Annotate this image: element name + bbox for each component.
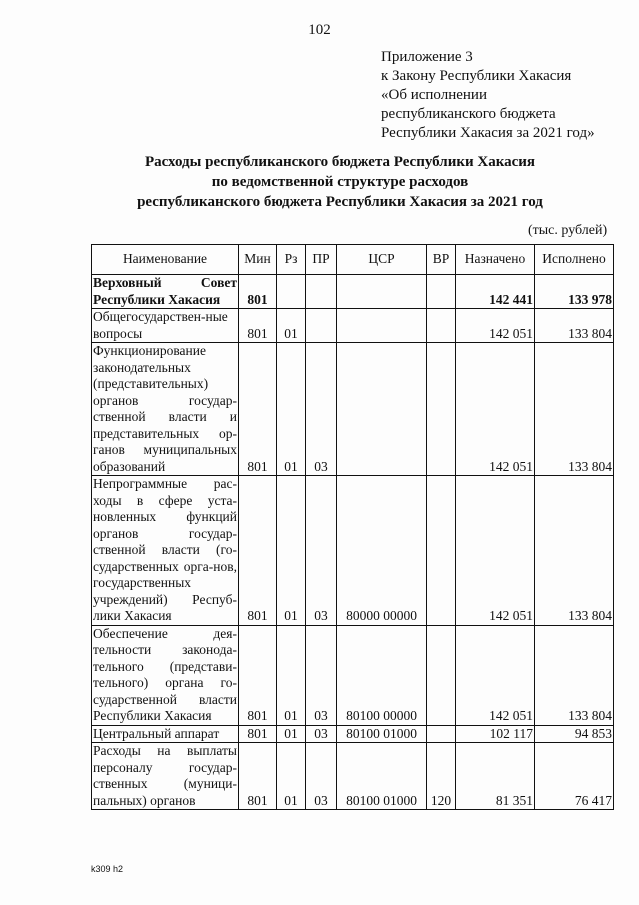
row-min: 801 — [239, 743, 277, 810]
appendix-note — [381, 48, 595, 143]
footer-code: k309 h2 — [91, 864, 124, 874]
title-line: Расходы республиканского бюджета Республики Хакасия — [144, 154, 536, 170]
row-rz: 01 — [277, 625, 306, 725]
header-min: Мин — [239, 245, 277, 275]
row-vr — [427, 275, 456, 309]
header-csr: ЦСР — [337, 245, 427, 275]
row-min: 801 — [239, 309, 277, 343]
header-name: Наименование — [92, 245, 239, 275]
row-vr — [427, 725, 456, 743]
row-vr — [427, 343, 456, 476]
appendix-line: Республики Хакасия за 2021 год» — [381, 125, 595, 141]
units-label: (тыс. рублей) — [528, 223, 608, 238]
row-executed: 133 804 — [535, 309, 614, 343]
table-row — [92, 743, 614, 810]
row-pr: 03 — [306, 625, 337, 725]
row-pr: 03 — [306, 476, 337, 626]
row-rz: 01 — [277, 476, 306, 626]
row-name: Верховный Совет Республики Хакасия — [93, 275, 237, 307]
row-rz: 01 — [277, 343, 306, 476]
row-rz: 01 — [277, 725, 306, 743]
title-line: республиканского бюджета Республики Хакасия за 2021 год — [137, 194, 543, 210]
row-min: 801 — [239, 625, 277, 725]
row-executed: 76 417 — [535, 743, 614, 810]
table-row — [92, 275, 614, 309]
appendix-line: Приложение 3 — [381, 49, 473, 65]
appendix-line: республиканского бюджета — [381, 106, 556, 122]
row-rz — [277, 275, 306, 309]
appendix-line: к Закону Республики Хакасия — [381, 68, 572, 84]
table-row — [92, 625, 614, 725]
row-assigned: 142 051 — [456, 625, 535, 725]
row-vr — [427, 625, 456, 725]
row-assigned: 142 051 — [456, 476, 535, 626]
row-name: Расходы на выплаты персоналу государ-ственных (муници-пальных) органов — [93, 743, 237, 808]
row-csr: 80100 01000 — [337, 743, 427, 810]
row-executed: 133 978 — [535, 275, 614, 309]
row-assigned: 81 351 — [456, 743, 535, 810]
table-row — [92, 309, 614, 343]
document-title — [80, 152, 600, 212]
header-row — [92, 245, 614, 275]
row-csr — [337, 275, 427, 309]
row-csr: 80100 01000 — [337, 725, 427, 743]
row-csr: 80000 00000 — [337, 476, 427, 626]
appendix-line: «Об исполнении — [381, 87, 487, 103]
row-name: Непрограммные рас-ходы в сфере уста-новленных функций органов государ-ственной власти (го-сударственных орга-нов, государственных учреждений) Респуб-лики Хакасия — [93, 476, 237, 623]
row-csr — [337, 343, 427, 476]
row-assigned: 142 051 — [456, 343, 535, 476]
row-pr: 03 — [306, 343, 337, 476]
table-row — [92, 725, 614, 743]
row-assigned: 142 051 — [456, 309, 535, 343]
row-vr — [427, 476, 456, 626]
table-row — [92, 343, 614, 476]
row-executed: 133 804 — [535, 476, 614, 626]
row-vr — [427, 309, 456, 343]
row-pr — [306, 275, 337, 309]
header-vr: ВР — [427, 245, 456, 275]
header-executed: Исполнено — [535, 245, 614, 275]
row-name: Функционирование законодательных (представительных) органов государ-ственной власти и представительных ор-ганов муниципальных образований — [93, 343, 237, 474]
header-assigned: Назначено — [456, 245, 535, 275]
row-rz: 01 — [277, 743, 306, 810]
page-number: 102 — [308, 22, 331, 38]
header-rz: Рз — [277, 245, 306, 275]
row-csr — [337, 309, 427, 343]
row-executed: 133 804 — [535, 343, 614, 476]
row-csr: 80100 00000 — [337, 625, 427, 725]
row-assigned: 142 441 — [456, 275, 535, 309]
row-name: Обеспечение дея-тельности законода-тельного (представи-тельного) органа го-сударственной власти Республики Хакасия — [93, 625, 237, 723]
row-pr: 03 — [306, 725, 337, 743]
row-executed: 94 853 — [535, 725, 614, 743]
row-min: 801 — [239, 476, 277, 626]
row-vr: 120 — [427, 743, 456, 810]
header-pr: ПР — [306, 245, 337, 275]
row-min: 801 — [239, 725, 277, 743]
row-assigned: 102 117 — [456, 725, 535, 743]
row-executed: 133 804 — [535, 625, 614, 725]
row-name: Общегосударствен-ные вопросы — [92, 309, 239, 343]
expenditure-table — [91, 244, 614, 810]
row-name: Центральный аппарат — [92, 725, 239, 743]
row-pr — [306, 309, 337, 343]
row-min: 801 — [239, 343, 277, 476]
title-line: по ведомственной структуре расходов — [211, 174, 469, 190]
row-min: 801 — [239, 275, 277, 309]
row-rz: 01 — [277, 309, 306, 343]
row-pr: 03 — [306, 743, 337, 810]
table-row — [92, 476, 614, 626]
